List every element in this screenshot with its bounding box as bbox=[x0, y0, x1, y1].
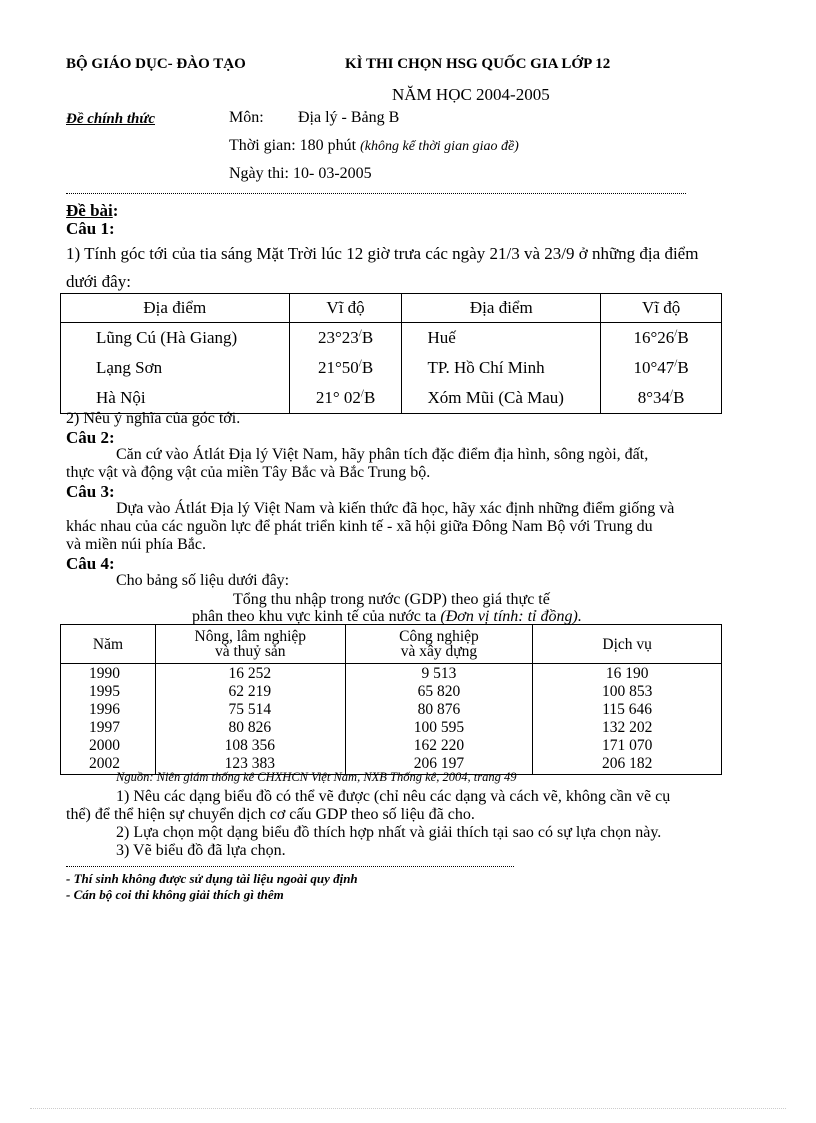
time-note: (không kể thời gian giao đề) bbox=[360, 139, 519, 154]
col-header-agriculture: Nông, lâm nghiệp và thuỷ sản bbox=[155, 625, 345, 664]
gdp-table bbox=[60, 624, 722, 775]
latitude-cell: 21°50/B bbox=[289, 353, 402, 383]
cau4-title: Câu 4: bbox=[66, 554, 115, 573]
cau1-q1-line1: 1) Tính góc tới của tia sáng Mặt Trời lúc 12 giờ trưa các ngày 21/3 và 23/9 ở những địa điểm bbox=[66, 244, 699, 263]
cau4-q2: 2) Lựa chọn một dạng biểu đồ thích hợp nhất và giải thích tại sao có sự lựa chọn này. bbox=[116, 824, 662, 841]
cau4-q3: 3) Vẽ biểu đồ đã lựa chọn. bbox=[116, 842, 286, 859]
school-year: NĂM HỌC 2004-2005 bbox=[392, 85, 550, 104]
header-divider bbox=[66, 193, 686, 194]
gdp-table-title-1: Tổng thu nhập trong nước (GDP) theo giá thực tế bbox=[233, 591, 550, 608]
gdp-table-title-2-text: phân theo khu vực kinh tế của nước ta bbox=[192, 608, 437, 625]
official-label: Đề chính thức bbox=[66, 111, 155, 127]
ministry-name: BỘ GIÁO DỤC- ĐÀO TẠO bbox=[66, 56, 246, 72]
footer-note-1: - Thí sinh không được sử dụng tài liệu ngoài quy định bbox=[66, 871, 358, 886]
de-bai-heading: Đề bài: bbox=[66, 201, 119, 220]
table-row bbox=[61, 323, 722, 354]
col-header-industry: Công nghiệp và xây dựng bbox=[345, 625, 533, 664]
cau3-title: Câu 3: bbox=[66, 482, 115, 501]
cau3-line3: và miền núi phía Bắc. bbox=[66, 536, 206, 553]
place-cell: Lũng Cú (Hà Giang) bbox=[61, 323, 290, 354]
table-row bbox=[61, 383, 722, 414]
footer-note-2: - Cán bộ coi thi không giải thích gì thêm bbox=[66, 887, 284, 902]
exam-title: KÌ THI CHỌN HSG QUỐC GIA LỚP 12 bbox=[345, 56, 611, 72]
cau3-line1: Dựa vào Átlát Địa lý Việt Nam và kiến thức đã học, hãy xác định những điểm giống và bbox=[116, 500, 675, 517]
subject-label: Môn: bbox=[229, 109, 264, 126]
cau1-q1-line2: dưới đây: bbox=[66, 272, 131, 291]
time-label: Thời gian: 180 phút bbox=[229, 137, 357, 154]
time-limit bbox=[229, 137, 519, 155]
year-column: 1990 1995 1996 1997 2000 2002 bbox=[61, 664, 156, 775]
industry-column: 9 513 65 820 80 876 100 595 162 220 206 197 bbox=[345, 664, 533, 775]
gdp-unit: (Đơn vị tính: tỉ đồng). bbox=[440, 608, 582, 625]
footer-divider bbox=[66, 866, 514, 867]
col-header-place: Địa điểm bbox=[61, 294, 290, 323]
place-cell: Hà Nội bbox=[61, 383, 290, 414]
page-bottom-border bbox=[30, 1108, 786, 1109]
col-header-services: Dịch vụ bbox=[533, 625, 722, 664]
cau4-q1-line2: thể) để thể hiện sự chuyển dịch cơ cấu GDP theo số liệu đã cho. bbox=[66, 806, 475, 823]
subject-value: Địa lý - Bảng B bbox=[298, 109, 400, 126]
place-cell: Huế bbox=[402, 323, 601, 354]
latitude-cell: 16°26/B bbox=[601, 323, 722, 354]
latitude-cell: 10°47/B bbox=[601, 353, 722, 383]
exam-date: Ngày thi: 10- 03-2005 bbox=[229, 165, 372, 182]
col-header-latitude-2: Vĩ độ bbox=[601, 294, 722, 323]
col-header-year: Năm bbox=[61, 625, 156, 664]
gdp-table-header bbox=[61, 625, 722, 664]
data-source: Nguồn: Niên giám thống kê CHXHCN Việt Nam, NXB Thống kê, 2004, trang 49 bbox=[116, 770, 517, 784]
cau4-intro: Cho bảng số liệu dưới đây: bbox=[116, 572, 290, 589]
col-header-place-2: Địa điểm bbox=[402, 294, 601, 323]
agriculture-column: 16 252 62 219 75 514 80 826 108 356 123 383 bbox=[155, 664, 345, 775]
latitude-cell: 23°23/B bbox=[289, 323, 402, 354]
latitude-table-header bbox=[61, 294, 722, 323]
cau1-title: Câu 1: bbox=[66, 219, 115, 238]
place-cell: Lạng Sơn bbox=[61, 353, 290, 383]
cau4-q1-line1: 1) Nêu các dạng biểu đồ có thể vẽ được (chỉ nêu các dạng và cách vẽ, không cần vẽ cụ bbox=[116, 788, 671, 805]
cau2-line1: Căn cứ vào Átlát Địa lý Việt Nam, hãy phân tích đặc điểm địa hình, sông ngòi, đất, bbox=[116, 446, 649, 463]
cau1-q2: 2) Nêu ý nghĩa của góc tới. bbox=[66, 410, 241, 427]
services-column: 16 190 100 853 115 646 132 202 171 070 206 182 bbox=[533, 664, 722, 775]
latitude-table bbox=[60, 293, 722, 414]
latitude-cell: 21° 02/B bbox=[289, 383, 402, 414]
place-cell: TP. Hồ Chí Minh bbox=[402, 353, 601, 383]
cau2-title: Câu 2: bbox=[66, 428, 115, 447]
gdp-table-body bbox=[61, 664, 722, 775]
cau3-line2: khác nhau của các nguồn lực để phát triển kinh tế - xã hội giữa Đông Nam Bộ với Trung du bbox=[66, 518, 653, 535]
latitude-cell: 8°34/B bbox=[601, 383, 722, 414]
col-header-latitude: Vĩ độ bbox=[289, 294, 402, 323]
cau2-line2: thực vật và động vật của miền Tây Bắc và Bắc Trung bộ. bbox=[66, 464, 431, 481]
place-cell: Xóm Mũi (Cà Mau) bbox=[402, 383, 601, 414]
table-row bbox=[61, 353, 722, 383]
